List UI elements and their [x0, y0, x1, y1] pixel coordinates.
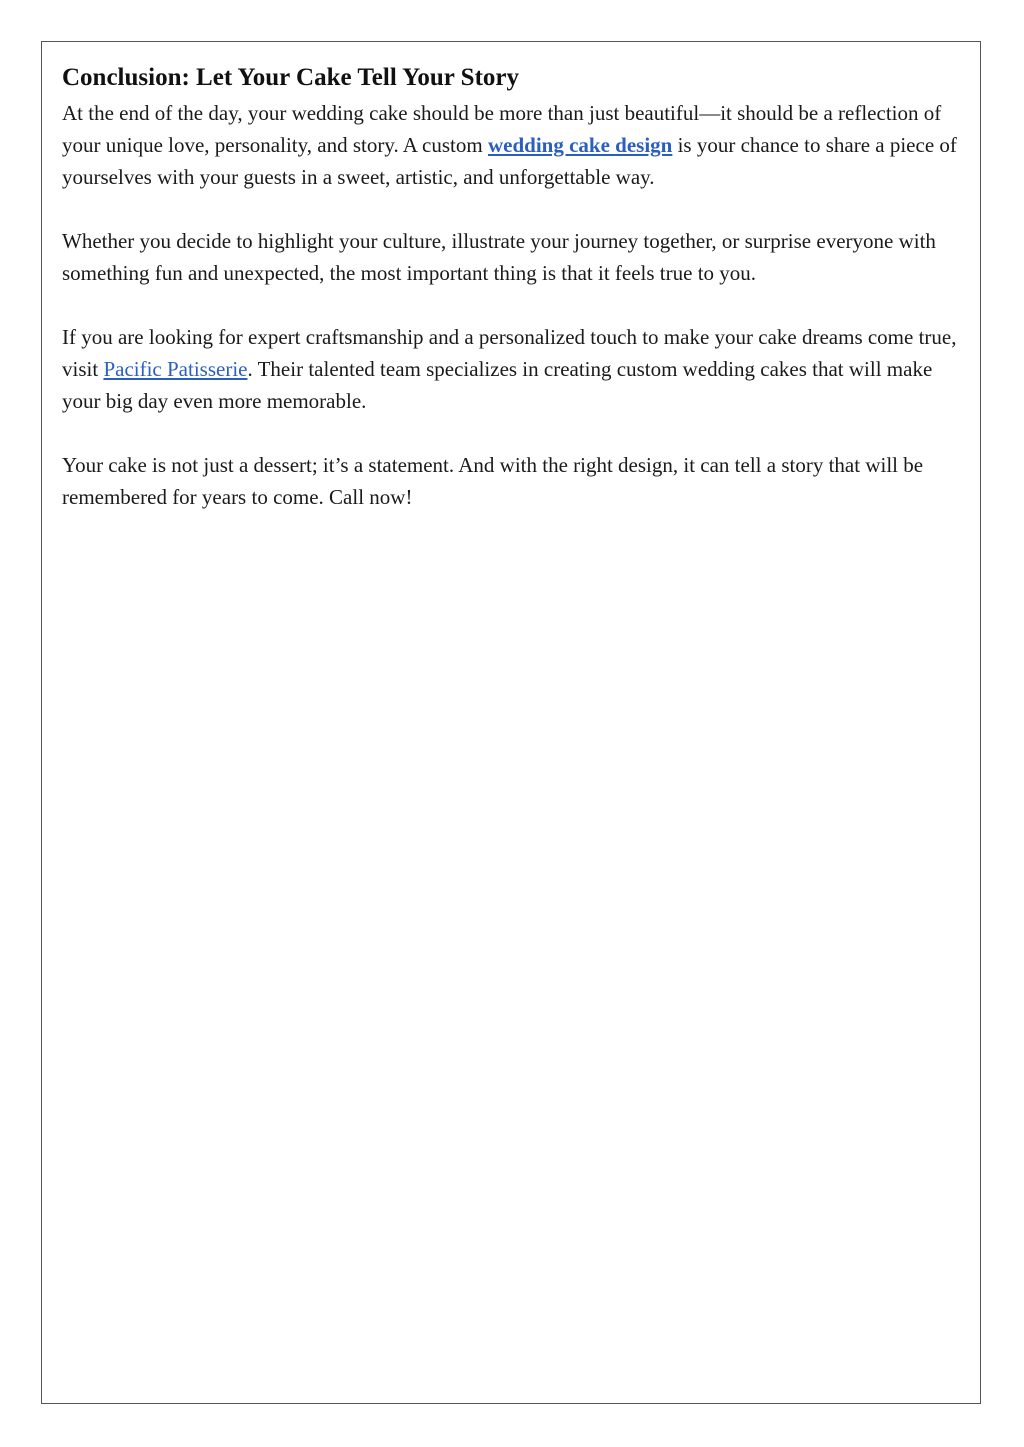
paragraph-patisserie-text-start: If you are looking for expert craftsmanship and a personalized touch to make your cake dreams come true, visit — [62, 325, 957, 381]
document-content — [62, 60, 962, 545]
paragraph-intro-text-start: At the end of the day, your wedding cake should be more than just beautiful—it should be a reflection of your unique love, personality, and story. A custom — [62, 101, 942, 157]
paragraph-culture: Whether you decide to highlight your culture, illustrate your journey together, or surprise everyone with something fun and unexpected, the most important thing is that it feels true to you. — [62, 229, 936, 285]
section-heading: Conclusion: Let Your Cake Tell Your Story — [62, 64, 520, 91]
paragraph-intro — [62, 97, 962, 193]
paragraph-patisserie-text-end: . Their talented team specializes in creating custom wedding cakes that will make your big day even more memorable. — [62, 357, 933, 413]
paragraph-patisserie — [62, 321, 962, 417]
wedding-cake-design-link[interactable]: wedding cake design — [487, 133, 673, 157]
paragraph-closing: Your cake is not just a dessert; it’s a statement. And with the right design, it can tell a story that will be remembered for years to come. Call now! — [62, 453, 924, 509]
paragraph-intro-text-end: is your chance to share a piece of yourselves with your guests in a sweet, artistic, and unforgettable way. — [62, 133, 957, 189]
pacific-patisserie-link[interactable]: Pacific Patisserie — [103, 357, 248, 381]
